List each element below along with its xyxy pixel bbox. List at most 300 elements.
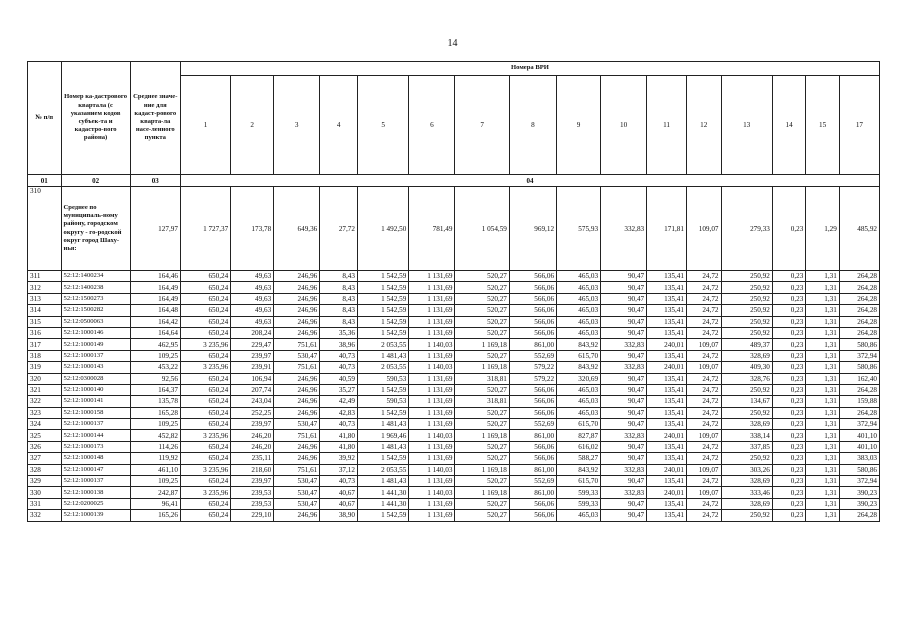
- header-kad-quarter: Номер ка-дастрового квартала (с указанием кодов субъек-та и кадастро-вого района): [61, 62, 130, 175]
- header-vri-12: 12: [686, 76, 721, 175]
- vri-value: 566,06: [509, 316, 556, 327]
- average-value: 164,46: [130, 271, 180, 282]
- average-value: 109,25: [130, 419, 180, 430]
- cadastral-number: 52:12:1000140: [61, 384, 130, 395]
- row-index: 323: [28, 407, 62, 418]
- vri-value: 3 235,96: [180, 339, 230, 350]
- vri-value: 520,27: [455, 384, 509, 395]
- vri-value: 318,81: [455, 373, 509, 384]
- vri-value: 135,41: [647, 271, 687, 282]
- vri-value: 24,72: [686, 441, 721, 452]
- vri-value: 243,04: [231, 396, 274, 407]
- vri-value: 520,27: [455, 510, 509, 521]
- vri-value: 0,23: [772, 407, 806, 418]
- vri-value: 239,53: [231, 498, 274, 509]
- average-value: 164,64: [130, 327, 180, 338]
- header-vri-10: 10: [601, 76, 647, 175]
- cadastral-number: 52:12:1000137: [61, 350, 130, 361]
- vri-value: 751,61: [274, 362, 320, 373]
- vri-value: 520,27: [455, 498, 509, 509]
- vri-value: 861,00: [509, 487, 556, 498]
- vri-value: 1 542,59: [357, 293, 408, 304]
- vri-value: 843,92: [557, 362, 601, 373]
- vri-value: 3 235,96: [180, 487, 230, 498]
- vri-value: 264,28: [839, 510, 879, 521]
- vri-value: 246,96: [274, 282, 320, 293]
- vri-value: 1,31: [806, 498, 840, 509]
- vri-value: 489,37: [721, 339, 772, 350]
- vri-value: 1 169,18: [455, 339, 509, 350]
- vri-value: 109,07: [686, 464, 721, 475]
- vri-value: 650,24: [180, 407, 230, 418]
- vri-value: 0,23: [772, 305, 806, 316]
- vri-value: 0,23: [772, 510, 806, 521]
- vri-value: 24,72: [686, 350, 721, 361]
- vri-value: 8,43: [320, 293, 358, 304]
- vri-value: 566,06: [509, 293, 556, 304]
- code-01: 01: [28, 175, 62, 187]
- vri-value: 207,74: [231, 384, 274, 395]
- vri-value: 0,23: [772, 327, 806, 338]
- summary-value: 1 054,59: [455, 187, 509, 271]
- vri-value: 401,10: [839, 441, 879, 452]
- vri-value: 24,72: [686, 396, 721, 407]
- table-row: [28, 350, 880, 361]
- vri-value: 240,01: [647, 430, 687, 441]
- vri-value: 135,41: [647, 373, 687, 384]
- table-row: [28, 271, 880, 282]
- vri-value: 566,06: [509, 407, 556, 418]
- vri-value: 1,31: [806, 464, 840, 475]
- vri-value: 40,73: [320, 476, 358, 487]
- vri-value: 24,72: [686, 384, 721, 395]
- vri-value: 465,03: [557, 316, 601, 327]
- vri-value: 1 131,69: [409, 384, 455, 395]
- table-row: [28, 498, 880, 509]
- vri-value: 1 542,59: [357, 510, 408, 521]
- summary-value: 0,23: [772, 187, 806, 271]
- vri-value: 328,69: [721, 419, 772, 430]
- header-vri-3: 3: [274, 76, 320, 175]
- vri-value: 338,14: [721, 430, 772, 441]
- vri-value: 465,03: [557, 327, 601, 338]
- vri-value: 49,63: [231, 305, 274, 316]
- vri-value: 650,24: [180, 271, 230, 282]
- code-03: 03: [130, 175, 180, 187]
- vri-value: 332,83: [601, 430, 647, 441]
- vri-value: 246,96: [274, 373, 320, 384]
- vri-value: 134,67: [721, 396, 772, 407]
- vri-value: 8,43: [320, 316, 358, 327]
- vri-value: 650,24: [180, 327, 230, 338]
- vri-value: 552,69: [509, 476, 556, 487]
- vri-value: 580,86: [839, 362, 879, 373]
- vri-value: 49,63: [231, 282, 274, 293]
- vri-value: 1,31: [806, 293, 840, 304]
- average-value: 92,56: [130, 373, 180, 384]
- vri-value: 1 131,69: [409, 350, 455, 361]
- vri-value: 246,20: [231, 430, 274, 441]
- vri-value: 24,72: [686, 373, 721, 384]
- vri-value: 1 169,18: [455, 487, 509, 498]
- vri-value: 109,07: [686, 430, 721, 441]
- average-value: 109,25: [130, 476, 180, 487]
- vri-value: 0,23: [772, 373, 806, 384]
- vri-value: 520,27: [455, 316, 509, 327]
- vri-value: 246,96: [274, 316, 320, 327]
- vri-value: 246,96: [274, 407, 320, 418]
- vri-value: 843,92: [557, 464, 601, 475]
- vri-value: 566,06: [509, 396, 556, 407]
- vri-value: 2 053,55: [357, 464, 408, 475]
- cadastral-number: 52:12:0300028: [61, 373, 130, 384]
- vri-value: 135,41: [647, 305, 687, 316]
- vri-value: 1 542,59: [357, 316, 408, 327]
- vri-value: 1 140,03: [409, 430, 455, 441]
- vri-value: 1 131,69: [409, 373, 455, 384]
- cadastral-number: 52:12:1000139: [61, 510, 130, 521]
- vri-value: 390,23: [839, 487, 879, 498]
- vri-value: 1 481,43: [357, 441, 408, 452]
- vri-value: 465,03: [557, 282, 601, 293]
- vri-value: 318,81: [455, 396, 509, 407]
- average-value: 135,78: [130, 396, 180, 407]
- vri-value: 90,47: [601, 476, 647, 487]
- average-value: 164,49: [130, 282, 180, 293]
- vri-value: 264,28: [839, 316, 879, 327]
- vri-value: 0,23: [772, 487, 806, 498]
- table-row: [28, 476, 880, 487]
- summary-value: 1 727,37: [180, 187, 230, 271]
- vri-value: 332,83: [601, 464, 647, 475]
- vri-value: 1 131,69: [409, 441, 455, 452]
- vri-value: 35,36: [320, 327, 358, 338]
- vri-value: 90,47: [601, 350, 647, 361]
- vri-value: 229,47: [231, 339, 274, 350]
- vri-value: 24,72: [686, 271, 721, 282]
- vri-value: 240,01: [647, 339, 687, 350]
- vri-value: 1,31: [806, 362, 840, 373]
- header-vri-7: 7: [455, 76, 509, 175]
- vri-value: 246,96: [274, 510, 320, 521]
- code-04: 04: [180, 175, 879, 187]
- vri-value: 135,41: [647, 282, 687, 293]
- row-index: 330: [28, 487, 62, 498]
- vri-value: 616,02: [557, 441, 601, 452]
- vri-value: 552,69: [509, 350, 556, 361]
- vri-value: 588,27: [557, 453, 601, 464]
- vri-value: 264,28: [839, 282, 879, 293]
- vri-value: 264,28: [839, 305, 879, 316]
- vri-value: 90,47: [601, 396, 647, 407]
- vri-value: 250,92: [721, 293, 772, 304]
- cadastral-number: 52:12:1000137: [61, 419, 130, 430]
- table-row: [28, 510, 880, 521]
- vri-value: 250,92: [721, 407, 772, 418]
- average-value: 164,48: [130, 305, 180, 316]
- summary-row: [28, 187, 880, 271]
- vri-value: 1 542,59: [357, 453, 408, 464]
- vri-value: 579,22: [509, 362, 556, 373]
- vri-value: 24,72: [686, 498, 721, 509]
- vri-value: 264,28: [839, 384, 879, 395]
- row-index: 329: [28, 476, 62, 487]
- vri-value: 3 235,96: [180, 362, 230, 373]
- vri-value: 650,24: [180, 419, 230, 430]
- vri-value: 239,91: [231, 362, 274, 373]
- table-row: [28, 430, 880, 441]
- vri-value: 135,41: [647, 316, 687, 327]
- vri-value: 90,47: [601, 293, 647, 304]
- vri-value: 1,31: [806, 373, 840, 384]
- vri-value: 0,23: [772, 396, 806, 407]
- vri-value: 1 542,59: [357, 271, 408, 282]
- summary-value: 1,29: [806, 187, 840, 271]
- vri-value: 615,70: [557, 476, 601, 487]
- vri-value: 372,94: [839, 476, 879, 487]
- vri-value: 751,61: [274, 464, 320, 475]
- vri-value: 159,88: [839, 396, 879, 407]
- average-value: 165,26: [130, 510, 180, 521]
- vri-value: 49,63: [231, 293, 274, 304]
- summary-index: 310: [28, 187, 62, 271]
- vri-value: 1,31: [806, 316, 840, 327]
- cadastral-number: 52:12:1000137: [61, 476, 130, 487]
- vri-value: 465,03: [557, 510, 601, 521]
- vri-value: 38,96: [320, 339, 358, 350]
- vri-value: 8,43: [320, 271, 358, 282]
- vri-value: 590,53: [357, 373, 408, 384]
- table-row: [28, 419, 880, 430]
- table-row: [28, 305, 880, 316]
- vri-value: 566,06: [509, 384, 556, 395]
- vri-value: 90,47: [601, 305, 647, 316]
- vri-value: 650,24: [180, 373, 230, 384]
- vri-value: 520,27: [455, 453, 509, 464]
- vri-value: 264,28: [839, 327, 879, 338]
- vri-value: 520,27: [455, 419, 509, 430]
- vri-value: 465,03: [557, 305, 601, 316]
- table-row: [28, 373, 880, 384]
- average-value: 164,42: [130, 316, 180, 327]
- table-row: [28, 396, 880, 407]
- vri-value: 650,24: [180, 384, 230, 395]
- header-no: № п/п: [28, 62, 62, 175]
- vri-value: 650,24: [180, 293, 230, 304]
- average-value: 164,37: [130, 384, 180, 395]
- vri-value: 162,40: [839, 373, 879, 384]
- row-index: 318: [28, 350, 62, 361]
- vri-value: 250,92: [721, 510, 772, 521]
- vri-value: 90,47: [601, 327, 647, 338]
- row-index: 317: [28, 339, 62, 350]
- vri-value: 90,47: [601, 407, 647, 418]
- vri-value: 372,94: [839, 419, 879, 430]
- vri-value: 250,92: [721, 305, 772, 316]
- vri-value: 1 131,69: [409, 396, 455, 407]
- code-row: [28, 175, 880, 187]
- vri-value: 109,07: [686, 362, 721, 373]
- vri-value: 42,83: [320, 407, 358, 418]
- vri-value: 1 441,30: [357, 498, 408, 509]
- vri-value: 109,07: [686, 487, 721, 498]
- summary-value: 173,78: [231, 187, 274, 271]
- row-index: 313: [28, 293, 62, 304]
- vri-value: 0,23: [772, 498, 806, 509]
- vri-value: 8,43: [320, 282, 358, 293]
- vri-value: 246,96: [274, 453, 320, 464]
- vri-value: 1,31: [806, 476, 840, 487]
- vri-value: 333,46: [721, 487, 772, 498]
- vri-value: 566,06: [509, 327, 556, 338]
- cadastral-number: 52:12:1000149: [61, 339, 130, 350]
- row-index: 315: [28, 316, 62, 327]
- vri-value: 1 140,03: [409, 362, 455, 373]
- vri-value: 1 481,43: [357, 419, 408, 430]
- vri-value: 328,76: [721, 373, 772, 384]
- vri-value: 135,41: [647, 441, 687, 452]
- vri-value: 1,31: [806, 487, 840, 498]
- vri-value: 530,47: [274, 487, 320, 498]
- vri-value: 135,41: [647, 419, 687, 430]
- vri-value: 3 235,96: [180, 464, 230, 475]
- header-average: Среднее значе-ние для кадаст-рового кварта-ла насе-ленного пункта: [130, 62, 180, 175]
- row-index: 325: [28, 430, 62, 441]
- vri-value: 1 131,69: [409, 305, 455, 316]
- vri-value: 465,03: [557, 384, 601, 395]
- vri-value: 1 481,43: [357, 350, 408, 361]
- vri-value: 39,92: [320, 453, 358, 464]
- vri-value: 303,26: [721, 464, 772, 475]
- table-row: [28, 362, 880, 373]
- cadastral-number: 52:12:1000147: [61, 464, 130, 475]
- vri-value: 40,73: [320, 350, 358, 361]
- vri-value: 40,73: [320, 362, 358, 373]
- header-vri-2: 2: [231, 76, 274, 175]
- table-row: [28, 407, 880, 418]
- summary-value: 279,33: [721, 187, 772, 271]
- vri-value: 3 235,96: [180, 430, 230, 441]
- summary-average: 127,97: [130, 187, 180, 271]
- table-row: [28, 339, 880, 350]
- vri-value: 566,06: [509, 498, 556, 509]
- row-index: 314: [28, 305, 62, 316]
- vri-value: 1,31: [806, 282, 840, 293]
- vri-value: 520,27: [455, 476, 509, 487]
- vri-value: 90,47: [601, 441, 647, 452]
- vri-value: 24,72: [686, 293, 721, 304]
- vri-value: 239,97: [231, 419, 274, 430]
- vri-value: 250,92: [721, 316, 772, 327]
- vri-value: 1,31: [806, 510, 840, 521]
- vri-value: 1 140,03: [409, 339, 455, 350]
- vri-value: 599,33: [557, 487, 601, 498]
- average-value: 109,25: [130, 350, 180, 361]
- average-value: 461,10: [130, 464, 180, 475]
- average-value: 452,82: [130, 430, 180, 441]
- cadastral-number: 52:12:1000138: [61, 487, 130, 498]
- vri-value: 843,92: [557, 339, 601, 350]
- vri-value: 1 169,18: [455, 362, 509, 373]
- row-index: 331: [28, 498, 62, 509]
- header-vri-14: 14: [772, 76, 806, 175]
- vri-value: 465,03: [557, 407, 601, 418]
- vri-value: 24,72: [686, 282, 721, 293]
- table-row: [28, 293, 880, 304]
- vri-value: 240,01: [647, 464, 687, 475]
- vri-value: 1 542,59: [357, 282, 408, 293]
- vri-table: [27, 61, 880, 522]
- vri-value: 246,96: [274, 396, 320, 407]
- vri-value: 240,01: [647, 362, 687, 373]
- vri-value: 650,24: [180, 498, 230, 509]
- vri-value: 566,06: [509, 305, 556, 316]
- vri-value: 465,03: [557, 271, 601, 282]
- vri-value: 38,90: [320, 510, 358, 521]
- header-vri-11: 11: [647, 76, 687, 175]
- vri-value: 1 131,69: [409, 407, 455, 418]
- vri-value: 135,41: [647, 453, 687, 464]
- vri-value: 246,96: [274, 305, 320, 316]
- vri-value: 24,72: [686, 476, 721, 487]
- vri-value: 580,86: [839, 464, 879, 475]
- vri-value: 530,47: [274, 498, 320, 509]
- vri-value: 337,85: [721, 441, 772, 452]
- vri-value: 1 542,59: [357, 305, 408, 316]
- vri-value: 1,31: [806, 396, 840, 407]
- vri-value: 24,72: [686, 407, 721, 418]
- vri-value: 861,00: [509, 464, 556, 475]
- vri-value: 135,41: [647, 476, 687, 487]
- cadastral-number: 52:12:1400234: [61, 271, 130, 282]
- header-vri-8: 8: [509, 76, 556, 175]
- vri-value: 650,24: [180, 510, 230, 521]
- cadastral-number: 52:12:1400238: [61, 282, 130, 293]
- cadastral-number: 52:12:0500063: [61, 316, 130, 327]
- table-row: [28, 316, 880, 327]
- vri-value: 24,72: [686, 305, 721, 316]
- cadastral-number: 52:12:1000173: [61, 441, 130, 452]
- summary-value: 485,92: [839, 187, 879, 271]
- vri-value: 90,47: [601, 384, 647, 395]
- vri-value: 465,03: [557, 396, 601, 407]
- vri-value: 109,07: [686, 339, 721, 350]
- vri-value: 235,11: [231, 453, 274, 464]
- vri-value: 0,23: [772, 419, 806, 430]
- vri-value: 1 140,03: [409, 487, 455, 498]
- header-vri-15: 15: [806, 76, 840, 175]
- table-row: [28, 384, 880, 395]
- code-02: 02: [61, 175, 130, 187]
- vri-value: 90,47: [601, 271, 647, 282]
- vri-value: 328,69: [721, 350, 772, 361]
- vri-value: 520,27: [455, 350, 509, 361]
- vri-value: 90,47: [601, 419, 647, 430]
- table-row: [28, 282, 880, 293]
- vri-value: 530,47: [274, 350, 320, 361]
- vri-value: 1 131,69: [409, 327, 455, 338]
- vri-value: 239,97: [231, 476, 274, 487]
- vri-value: 250,92: [721, 327, 772, 338]
- vri-value: 42,49: [320, 396, 358, 407]
- vri-value: 90,47: [601, 316, 647, 327]
- cadastral-number: 52:12:1000143: [61, 362, 130, 373]
- vri-value: 24,72: [686, 510, 721, 521]
- vri-value: 264,28: [839, 271, 879, 282]
- vri-value: 208,24: [231, 327, 274, 338]
- row-index: 326: [28, 441, 62, 452]
- vri-value: 1,31: [806, 339, 840, 350]
